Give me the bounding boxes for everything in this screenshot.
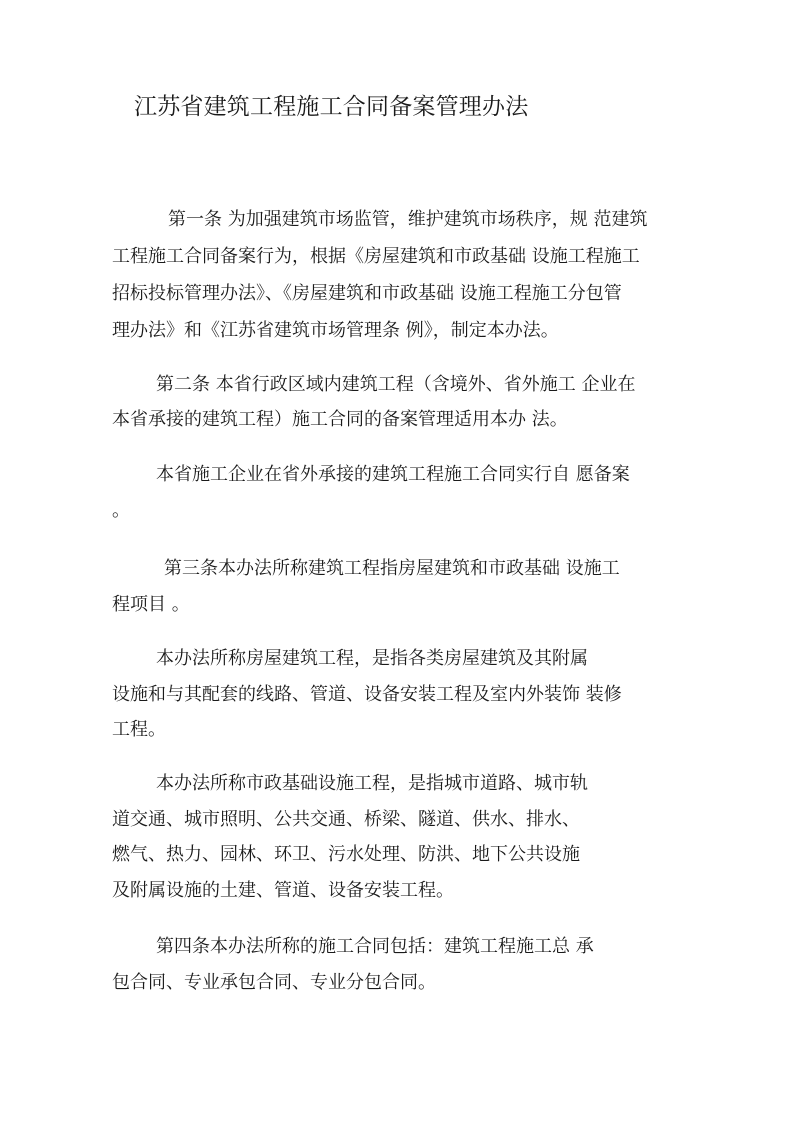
text-line: 第四条本办法所称的施工合同包括：建筑工程施工总 承: [156, 936, 594, 957]
text-line: 理办法》和《江苏省建筑市场管理条 例》，制定本办法。: [112, 320, 559, 341]
text-line: 本省施工企业在省外承接的建筑工程施工合同实行自 愿备案: [156, 464, 630, 485]
text-line: 第三条本办法所称建筑工程指房屋建筑和市政基础 设施工: [164, 558, 620, 579]
text-line: 第二条 本省行政区域内建筑工程（含境外、省外施工 企业在: [156, 374, 636, 395]
text-line: 设施和与其配套的线路、管道、设备安装工程及室内外装饰 装修: [112, 684, 622, 705]
text-line: 招标投标管理办法》、《房屋建筑和市政基础 设施工程施工分包管: [112, 283, 622, 304]
text-line: 本办法所称房屋建筑工程，是指各类房屋建筑及其附属: [156, 648, 588, 669]
text-line: 工程施工合同备案行为，根据《房屋建筑和市政基础 设施工程施工: [112, 246, 640, 267]
text-line: 。: [112, 500, 130, 521]
text-line: 燃气、热力、园林、环卫、污水处理、防洪、地下公共设施: [112, 844, 580, 865]
document-title: 江苏省建筑工程施工合同备案管理办法: [134, 94, 529, 120]
text-line: 工程。: [112, 719, 166, 740]
text-line: 道交通、城市照明、公共交通、桥梁、隧道、供水、排水、: [112, 809, 580, 830]
text-line: 本办法所称市政基础设施工程，是指城市道路、城市轨: [156, 773, 588, 794]
text-line: 包合同、专业承包合同、专业分包合同。: [112, 972, 436, 993]
text-line: 本省承接的建筑工程）施工合同的备案管理适用本办 法。: [112, 409, 568, 430]
text-line: 及附属设施的土建、管道、设备安装工程。: [112, 880, 454, 901]
text-line: 程项目 。: [112, 594, 190, 615]
text-line: 第一条 为加强建筑市场监管，维护建筑市场秩序，规 范建筑: [168, 209, 648, 230]
